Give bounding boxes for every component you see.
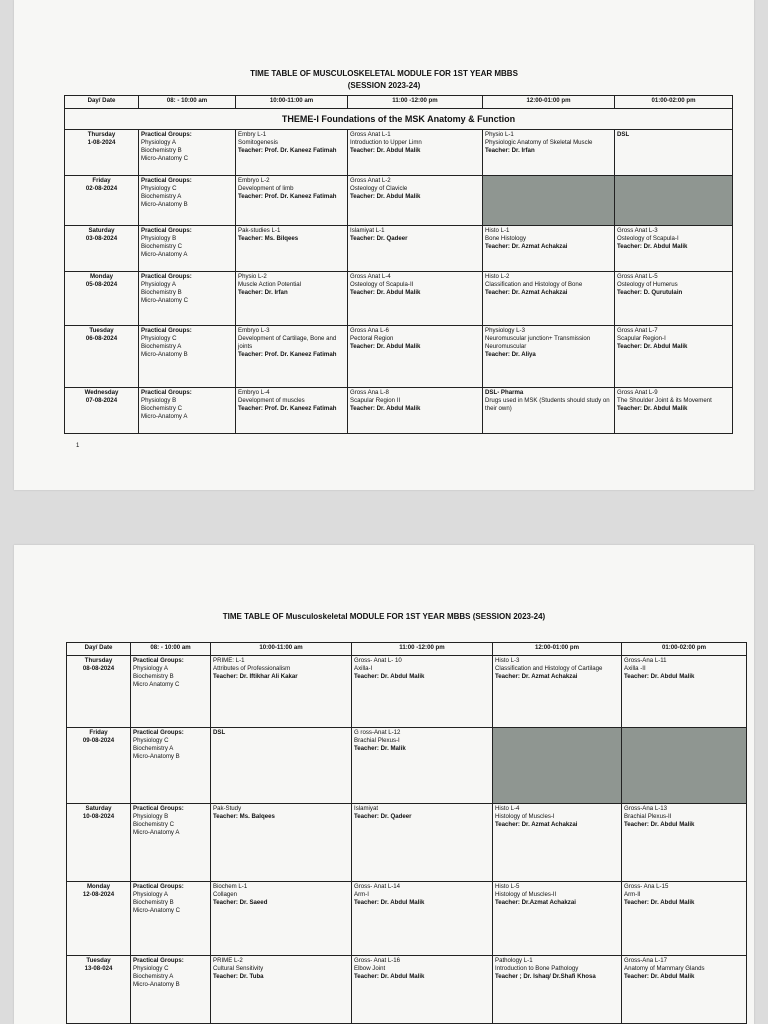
- session-cell: [615, 272, 733, 326]
- date: 05-08-2024: [85, 281, 118, 288]
- practical-groups-cell: [131, 656, 211, 728]
- cell-line: G ross-Anat L-12: [354, 729, 401, 736]
- cell-line: Teacher: Dr. Qadeer: [350, 235, 408, 242]
- session-cell: [493, 882, 622, 956]
- cell-line: Physiologic Anatomy of Skeletal Muscle: [485, 139, 593, 146]
- day-name: Friday: [92, 177, 111, 184]
- session-cell: [352, 804, 493, 882]
- session-cell: [493, 804, 622, 882]
- table-row: [65, 176, 733, 226]
- date: 13-08-024: [84, 965, 113, 972]
- cell-line: Teacher: Dr. Azmat Achakzai: [495, 821, 578, 828]
- session-cell: [622, 882, 747, 956]
- cell-line: Teacher: Dr. Abdul Malik: [624, 899, 695, 906]
- day-name: Saturday: [85, 805, 112, 812]
- cell-line: Histo L-4: [495, 805, 520, 812]
- column-header: 01:00-02:00 pm: [622, 643, 747, 656]
- day-date-cell: [67, 728, 131, 804]
- cell-line: Physio L-2: [238, 273, 267, 280]
- timetable-page-2: [14, 545, 754, 1024]
- column-header: 12:00-01:00 pm: [493, 643, 622, 656]
- session-cell: [236, 388, 348, 434]
- column-header: 08: - 10:00 am: [139, 96, 236, 109]
- session-cell: [236, 176, 348, 226]
- cell-line: Teacher: Dr. Abdul Malik: [350, 405, 421, 412]
- cell-line: Embry L-1: [238, 131, 267, 138]
- cell-line: Biochemistry C: [141, 243, 182, 250]
- cell-line: Physiology A: [133, 891, 168, 898]
- cell-line: Classification and Histology of Cartilage: [495, 665, 603, 672]
- theme-heading: THEME-I Foundations of the MSK Anatomy & Function: [65, 109, 733, 130]
- page-2-title: TIME TABLE OF Musculoskeletal MODULE FOR 1ST YEAR MBBS (SESSION 2023-24): [222, 612, 546, 621]
- header-row: [65, 96, 733, 109]
- cell-line: Biochemistry B: [133, 673, 174, 680]
- cell-line: Embryo L-4: [238, 389, 270, 396]
- cell-line: Teacher: D. Qurutulain: [617, 289, 683, 296]
- practical-groups-cell: [139, 388, 236, 434]
- cell-line: Biochemistry B: [141, 289, 182, 296]
- day-name: Monday: [86, 883, 111, 890]
- cell-line: Physiology A: [133, 665, 168, 672]
- cell-line: Scapular Region II: [350, 397, 401, 404]
- cell-line: Cultural Sensitivity: [213, 965, 264, 972]
- cell-line: Gross-Ana L-11: [624, 657, 667, 664]
- cell-line: Gross-Ana L-13: [624, 805, 668, 812]
- date: 1-08-2024: [87, 139, 116, 146]
- cell-line: Gross- Anat L-16: [354, 957, 401, 964]
- session-cell: [615, 388, 733, 434]
- cell-line: Biochemistry A: [141, 343, 182, 350]
- table-row: [65, 326, 733, 388]
- cell-line: Biochemistry B: [133, 899, 174, 906]
- cell-line: Teacher: Dr. Saeed: [213, 899, 268, 906]
- day-name: Tuesday: [89, 327, 114, 334]
- cell-line: Arm-II: [624, 891, 641, 898]
- session-cell: [348, 226, 483, 272]
- cell-line: Gross Ana L-8: [350, 389, 389, 396]
- cell-line: Physiology C: [133, 965, 169, 972]
- shaded-empty-cell: [615, 176, 733, 226]
- cell-line: Somitogenesis: [238, 139, 278, 146]
- date: 08-08-2024: [82, 665, 115, 672]
- day-date-cell: [65, 130, 139, 176]
- session-cell: [615, 130, 733, 176]
- shaded-empty-cell: [622, 728, 747, 804]
- cell-line: Pak-Study: [213, 805, 242, 812]
- day-date-cell: [67, 656, 131, 728]
- cell-line: Teacher: Prof. Dr. Kaneez Fatimah: [238, 147, 337, 154]
- session-cell: [348, 388, 483, 434]
- cell-line: Micro-Anatomy B: [133, 981, 180, 988]
- cell-line: Brachial Plexus-I: [354, 737, 400, 744]
- session-cell: [352, 956, 493, 1024]
- cell-line: Gross Anat L-7: [617, 327, 658, 334]
- session-cell: [622, 804, 747, 882]
- cell-line: Development of Cartilage, Bone and joints: [238, 335, 337, 350]
- cell-line: Embryo L-3: [238, 327, 270, 334]
- cell-line: Practical Groups:: [141, 389, 192, 396]
- cell-line: Teacher: Dr. Azmat Achakzai: [485, 243, 568, 250]
- cell-line: Teacher: Dr. Abdul Malik: [624, 821, 695, 828]
- session-cell: [211, 804, 352, 882]
- cell-line: Micro-Anatomy A: [141, 251, 188, 258]
- cell-line: Teacher: Dr. Azmat Achakzai: [485, 289, 568, 296]
- cell-line: Teacher: Dr. Abdul Malik: [354, 673, 425, 680]
- cell-line: Biochemistry A: [133, 745, 174, 752]
- cell-line: Bone Histology: [485, 235, 526, 242]
- page-number: 1: [76, 443, 80, 449]
- cell-line: Practical Groups:: [141, 177, 192, 184]
- cell-line: Practical Groups:: [141, 327, 192, 334]
- session-cell: [483, 388, 615, 434]
- cell-line: Teacher: Dr. Abdul Malik: [617, 405, 688, 412]
- session-cell: [348, 176, 483, 226]
- cell-line: Teacher: Ms. Balqees: [213, 813, 275, 820]
- practical-groups-cell: [139, 176, 236, 226]
- cell-line: Osteology of Scapula-II: [350, 281, 414, 288]
- cell-line: Histology of Muscles-II: [495, 891, 557, 898]
- cell-line: Gross Anat L-5: [617, 273, 658, 280]
- session-cell: [483, 130, 615, 176]
- session-cell: [615, 226, 733, 272]
- cell-line: Histo L-5: [495, 883, 520, 890]
- day-name: Monday: [89, 273, 114, 280]
- cell-line: Development of muscles: [238, 397, 305, 404]
- cell-line: Micro-Anatomy C: [133, 907, 181, 914]
- cell-line: Teacher: Dr. Abdul Malik: [617, 243, 688, 250]
- session-cell: [622, 656, 747, 728]
- session-cell: [348, 326, 483, 388]
- cell-line: Micro-Anatomy B: [133, 753, 180, 760]
- timetable-1: [64, 95, 733, 434]
- day-date-cell: [65, 326, 139, 388]
- cell-line: Teacher: Dr. Abdul Malik: [350, 147, 421, 154]
- cell-line: Gross Anat L-1: [350, 131, 391, 138]
- cell-line: Teacher: Dr.Azmat Achakzai: [495, 899, 576, 906]
- session-cell: [483, 326, 615, 388]
- cell-line: Introduction to Bone Pathology: [495, 965, 579, 972]
- practical-groups-cell: [131, 804, 211, 882]
- date: 12-08-2024: [82, 891, 115, 898]
- date: 02-08-2024: [85, 185, 118, 192]
- cell-line: Osteology of Clavicle: [350, 185, 408, 192]
- day-name: Wednesday: [84, 389, 119, 396]
- session-cell: [622, 956, 747, 1024]
- cell-line: Gross Anat L-2: [350, 177, 391, 184]
- table-row: [67, 882, 747, 956]
- practical-groups-cell: [139, 130, 236, 176]
- cell-line: Biochemistry A: [133, 973, 174, 980]
- column-header: 12:00-01:00 pm: [483, 96, 615, 109]
- cell-line: Physiology C: [141, 185, 177, 192]
- cell-line: Attributes of Professionalism: [213, 665, 291, 672]
- cell-line: Practical Groups:: [141, 273, 192, 280]
- cell-line: Teacher: Dr. Abdul Malik: [624, 673, 695, 680]
- cell-line: Pathology L-1: [495, 957, 533, 964]
- cell-line: Axilla -II: [624, 665, 646, 672]
- day-date-cell: [65, 176, 139, 226]
- cell-line: Biochemistry A: [141, 193, 182, 200]
- cell-line: Gross- Anat L-14: [354, 883, 401, 890]
- table-row: [67, 804, 747, 882]
- cell-line: Teacher: Dr. Irfan: [238, 289, 288, 296]
- session-cell: [352, 656, 493, 728]
- cell-line: Teacher ; Dr. Ishaq/ Dr.Shafi Khosa: [495, 973, 596, 980]
- date: 10-08-2024: [82, 813, 115, 820]
- cell-line: Embryo L-2: [238, 177, 270, 184]
- theme-row: [65, 109, 733, 130]
- cell-line: Practical Groups:: [133, 957, 184, 964]
- page-1-title: TIME TABLE OF MUSCULOSKELETAL MODULE FOR 1ST YEAR MBBS: [250, 69, 518, 78]
- cell-line: Teacher: Dr. Tuba: [213, 973, 264, 980]
- cell-line: Gross- Anat L- 10: [354, 657, 402, 664]
- practical-groups-cell: [131, 882, 211, 956]
- cell-line: Pak-studies L-1: [238, 227, 281, 234]
- cell-line: Histo L-3: [495, 657, 520, 664]
- cell-line: Teacher: Dr. Irfan: [485, 147, 535, 154]
- cell-line: Teacher: Dr. Abdul Malik: [617, 343, 688, 350]
- cell-line: Physiology B: [141, 235, 177, 242]
- table-row: [67, 728, 747, 804]
- shaded-empty-cell: [483, 176, 615, 226]
- cell-line: Teacher: Dr. Abdul Malik: [350, 193, 421, 200]
- column-header: Day/ Date: [65, 96, 139, 109]
- day-name: Friday: [89, 729, 108, 736]
- cell-line: Drugs used in MSK (Students should study on their own): [485, 397, 610, 412]
- cell-line: Physiology C: [133, 737, 169, 744]
- session-cell: [211, 728, 352, 804]
- cell-line: Micro-Anatomy A: [133, 829, 180, 836]
- cell-line: Islamiyat L-1: [350, 227, 385, 234]
- date: 09-08-2024: [82, 737, 115, 744]
- day-date-cell: [67, 956, 131, 1024]
- cell-line: Gross Anat L-3: [617, 227, 658, 234]
- column-header: 01:00-02:00 pm: [615, 96, 733, 109]
- cell-line: Elbow Joint: [354, 965, 386, 972]
- cell-line: Micro-Anatomy C: [141, 155, 189, 162]
- session-cell: [493, 656, 622, 728]
- cell-line: Teacher: Prof. Dr. Kaneez Fatimah: [238, 351, 337, 358]
- cell-line: Gross Ana L-6: [350, 327, 389, 334]
- cell-line: Practical Groups:: [133, 729, 184, 736]
- session-cell: [615, 326, 733, 388]
- cell-line: Biochem L-1: [213, 883, 248, 890]
- cell-line: Teacher: Prof. Dr. Kaneez Fatimah: [238, 405, 337, 412]
- day-date-cell: [65, 272, 139, 326]
- cell-line: Teacher: Dr. Abdul Malik: [354, 899, 425, 906]
- cell-line: Islamiyat: [354, 805, 379, 812]
- date: 06-08-2024: [85, 335, 118, 342]
- cell-line: Biochemistry B: [141, 147, 182, 154]
- cell-line: Physiology B: [133, 813, 169, 820]
- cell-line: Introduction to Upper Limn: [350, 139, 422, 146]
- table-row: [67, 956, 747, 1024]
- session-cell: [352, 882, 493, 956]
- cell-line: Teacher: Ms. Bilqees: [238, 235, 299, 242]
- cell-line: Teacher: Dr. Qadeer: [354, 813, 412, 820]
- cell-line: Micro-Anatomy C: [141, 297, 189, 304]
- cell-line: Physio L-1: [485, 131, 514, 138]
- cell-line: Practical Groups:: [133, 883, 184, 890]
- cell-line: Teacher: Dr. Iftikhar Ali Kakar: [213, 673, 298, 680]
- practical-groups-cell: [139, 272, 236, 326]
- column-header: 11:00 -12:00 pm: [352, 643, 493, 656]
- session-cell: [211, 956, 352, 1024]
- cell-line: Gross Anat L-4: [350, 273, 391, 280]
- cell-line: Osteology of Humerus: [617, 281, 678, 288]
- column-header: 11:00 -12:00 pm: [348, 96, 483, 109]
- column-header: Day/ Date: [67, 643, 131, 656]
- cell-line: Teacher: Dr. Abdul Malik: [350, 289, 421, 296]
- cell-line: Teacher: Prof. Dr. Kaneez Fatimah: [238, 193, 337, 200]
- day-date-cell: [67, 882, 131, 956]
- cell-line: Muscle Action Potential: [238, 281, 302, 288]
- cell-line: Anatomy of Mammary Glands: [624, 965, 705, 972]
- session-cell: [236, 272, 348, 326]
- cell-line: Osteology of Scapula-I: [617, 235, 679, 242]
- cell-line: DSL- Pharma: [485, 389, 524, 396]
- day-name: Tuesday: [86, 957, 111, 964]
- cell-line: Gross-Ana L-17: [624, 957, 668, 964]
- table-row: [67, 656, 747, 728]
- cell-line: PRIME L-2: [213, 957, 243, 964]
- header-row: [67, 643, 747, 656]
- cell-line: Gross- Ana L-15: [624, 883, 669, 890]
- cell-line: The Shoulder Joint & its Movement: [617, 397, 712, 404]
- cell-line: Histology of Muscles-I: [495, 813, 555, 820]
- cell-line: Classification and Histology of Bone: [485, 281, 583, 288]
- page-1-session: (SESSION 2023-24): [347, 81, 421, 90]
- date: 07-08-2024: [85, 397, 118, 404]
- session-cell: [483, 226, 615, 272]
- cell-line: Micro Anatomy C: [133, 681, 180, 688]
- cell-line: Histo L-1: [485, 227, 510, 234]
- shaded-empty-cell: [493, 728, 622, 804]
- cell-line: PRIME: L-1: [213, 657, 245, 664]
- cell-line: Practical Groups:: [133, 805, 184, 812]
- session-cell: [348, 130, 483, 176]
- cell-line: Scapular Region-I: [617, 335, 666, 342]
- cell-line: Collagen: [213, 891, 238, 898]
- cell-line: Gross Anat L-9: [617, 389, 658, 396]
- column-header: 08: - 10:00 am: [131, 643, 211, 656]
- cell-line: Teacher: Dr. Aliya: [485, 351, 536, 358]
- cell-line: Axilla-I: [354, 665, 373, 672]
- cell-line: Practical Groups:: [141, 227, 192, 234]
- cell-line: Micro-Anatomy B: [141, 201, 188, 208]
- table-row: [65, 226, 733, 272]
- cell-line: Physiology L-3: [485, 327, 525, 334]
- column-header: 10:00-11:00 am: [211, 643, 352, 656]
- cell-line: DSL: [213, 729, 226, 736]
- session-cell: [352, 728, 493, 804]
- cell-line: Teacher: Dr. Azmat Achakzai: [495, 673, 578, 680]
- cell-line: Physiology A: [141, 281, 176, 288]
- day-date-cell: [67, 804, 131, 882]
- cell-line: Practical Groups:: [133, 657, 184, 664]
- practical-groups-cell: [139, 226, 236, 272]
- cell-line: Brachial Plexus-II: [624, 813, 672, 820]
- day-name: Thursday: [87, 131, 116, 138]
- day-date-cell: [65, 388, 139, 434]
- table-row: [65, 130, 733, 176]
- cell-line: Teacher: Dr. Malik: [354, 745, 406, 752]
- cell-line: Micro-Anatomy B: [141, 351, 188, 358]
- cell-line: Histo L-2: [485, 273, 510, 280]
- table-row: [65, 272, 733, 326]
- day-name: Saturday: [88, 227, 115, 234]
- cell-line: Neuromuscular junction+ Transmission Neuromuscular: [485, 335, 591, 350]
- cell-line: Pectoral Region: [350, 335, 394, 342]
- cell-line: Arm-I: [354, 891, 369, 898]
- session-cell: [236, 326, 348, 388]
- date: 03-08-2024: [85, 235, 118, 242]
- cell-line: Biochemistry C: [141, 405, 182, 412]
- timetable-2: [66, 642, 747, 1024]
- day-date-cell: [65, 226, 139, 272]
- cell-line: Practical Groups:: [141, 131, 192, 138]
- table-row: [65, 388, 733, 434]
- cell-line: Biochemistry C: [133, 821, 174, 828]
- session-cell: [236, 226, 348, 272]
- session-cell: [348, 272, 483, 326]
- cell-line: Physiology A: [141, 139, 176, 146]
- practical-groups-cell: [139, 326, 236, 388]
- timetable-page-1: [14, 0, 754, 490]
- session-cell: [211, 882, 352, 956]
- cell-line: Teacher: Dr. Abdul Malik: [354, 973, 425, 980]
- cell-line: Physiology B: [141, 397, 177, 404]
- practical-groups-cell: [131, 956, 211, 1024]
- cell-line: Physiology C: [141, 335, 177, 342]
- practical-groups-cell: [131, 728, 211, 804]
- cell-line: Teacher: Dr. Abdul Malik: [350, 343, 421, 350]
- day-name: Thursday: [84, 657, 113, 664]
- column-header: 10:00-11:00 am: [236, 96, 348, 109]
- session-cell: [493, 956, 622, 1024]
- cell-line: Micro-Anatomy A: [141, 413, 188, 420]
- cell-line: DSL: [617, 131, 630, 138]
- cell-line: Teacher: Dr. Abdul Malik: [624, 973, 695, 980]
- session-cell: [483, 272, 615, 326]
- cell-line: Development of limb: [238, 185, 294, 192]
- session-cell: [211, 656, 352, 728]
- session-cell: [236, 130, 348, 176]
